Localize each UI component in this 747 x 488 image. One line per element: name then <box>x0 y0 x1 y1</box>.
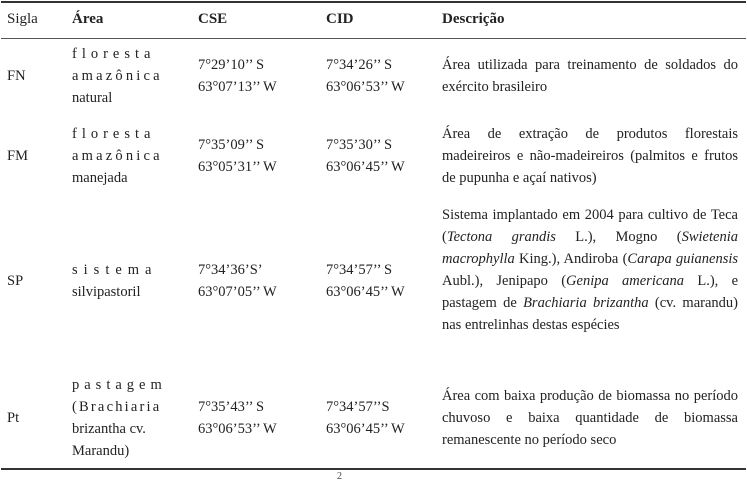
row-cid-lat: 7°35’30’’ S <box>326 137 393 153</box>
row-sigla: SP <box>7 273 24 289</box>
row-sigla: FN <box>7 68 26 84</box>
species-name: Carapa guianensis <box>627 251 739 267</box>
row-descricao: Área utilizada para treinamento de soldados do exército brasileiro <box>442 57 738 95</box>
row-cid-lat: 7°34’26’’ S <box>326 57 393 73</box>
header-cid: CID <box>326 11 354 27</box>
row-cid-lon: 63°06’45’’ W <box>326 159 405 175</box>
row-cid-lon: 63°06’53’’ W <box>326 79 405 95</box>
row-area-line: sistema <box>72 262 158 278</box>
row-cid-lat: 7°34’57’’S <box>326 399 390 415</box>
table-top-rule <box>1 1 746 3</box>
species-name: Tectona grandis <box>446 229 556 245</box>
row-sigla: FM <box>7 148 28 164</box>
row-cse-lat: 7°35’09’’ S <box>198 137 265 153</box>
row-cid-lat: 7°34’57’’ S <box>326 262 393 278</box>
species-name: Genipa americana <box>566 273 685 289</box>
header-area: Área <box>72 11 104 27</box>
row-area-line: natural <box>72 90 113 106</box>
row-sigla: Pt <box>7 410 20 426</box>
row-area-line: pastagem <box>72 377 167 393</box>
species-name: Brachiaria brizantha <box>523 295 649 311</box>
row-cid-lon: 63°06’45’’ W <box>326 421 405 437</box>
row-descricao: Área com baixa produção de biomassa no período chuvoso e baixa quantidade de biomassa remanescente no período seco <box>442 388 738 448</box>
row-descricao: Sistema implantado em 2004 para cultivo de Teca (Tectona grandis L.), Mogno (Swietenia macrophylla King.), Andiroba (Carapa guianensis Aubl.), Jenipapo (Genipa americana L.), e pastagem de Brachiaria brizantha (cv. marandu) nas entrelinhas destas espécies <box>442 207 739 333</box>
row-area-line: Marandu) <box>72 443 130 459</box>
header-descricao: Descrição <box>442 11 505 27</box>
row-cse-lat: 7°35’43’’ S <box>198 399 265 415</box>
row-cse-lon: 63°07’05’’ W <box>198 284 277 300</box>
row-area-line: silvipastoril <box>72 284 141 300</box>
header-cse: CSE <box>198 11 228 27</box>
row-area-line: brizantha cv. <box>72 421 146 437</box>
row-area-line: floresta <box>72 46 156 62</box>
row-cse-lat: 7°29’10’’ S <box>198 57 265 73</box>
row-descricao: Área de extração de produtos florestais madeireiros e não-madeireiros (palmitos e frutos de pupunha e açaí nativos) <box>442 126 738 186</box>
row-cse-lat: 7°34’36’S’ <box>198 262 263 278</box>
row-area-line: manejada <box>72 170 128 186</box>
row-area-line: amazônica <box>72 148 163 164</box>
header-sigla: Sigla <box>7 11 38 27</box>
row-area-line: amazônica <box>72 68 163 84</box>
row-cse-lon: 63°07’13’’ W <box>198 79 277 95</box>
footnote-mark: 2 <box>337 471 342 482</box>
row-area-line: floresta <box>72 126 156 142</box>
table-header-rule <box>1 38 746 39</box>
species-name: Swietenia macrophylla <box>442 229 738 267</box>
row-cse-lon: 63°06’53’’ W <box>198 421 277 437</box>
row-cid-lon: 63°06’45’’ W <box>326 284 405 300</box>
row-area-line: (Brachiaria <box>72 399 162 415</box>
row-cse-lon: 63°05’31’’ W <box>198 159 277 175</box>
table-bottom-rule <box>1 468 746 470</box>
